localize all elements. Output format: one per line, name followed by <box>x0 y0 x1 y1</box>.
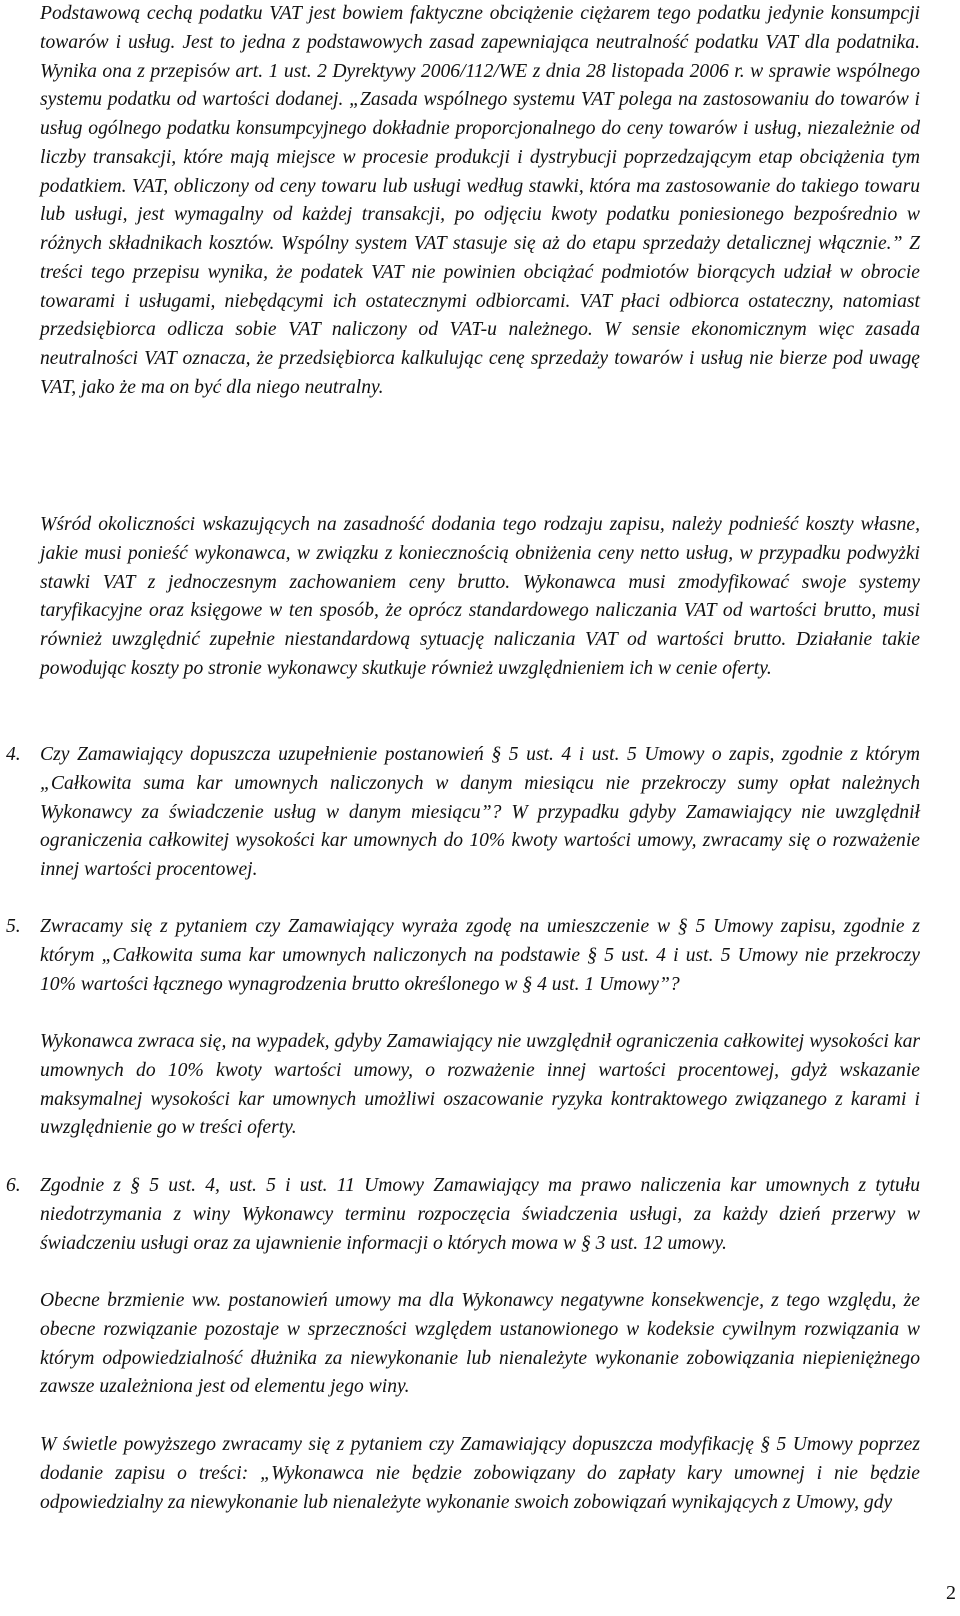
list-item-6-extra: Obecne brzmienie ww. postanowień umowy ma dla Wykonawcy negatywne konsekwencje, z tego względu, że obecne rozwiązanie pozostaje w sprzeczności względem ustanowionego w kodeksie cywilnym rozwiązania w którym odpowiedzialność dłużnika za niewykonanie lub nienależyte wykonanie zobowiązania niepieniężnego zawsze uzależniona jest od elementu jego winy. <box>40 1290 920 1398</box>
page-number: 2 <box>946 1582 956 1604</box>
list-item-6-text: Zgodnie z § 5 ust. 4, ust. 5 i ust. 11 Umowy Zamawiający ma prawo naliczenia kar umownych z tytułu niedotrzymania z winy Wykonawcy terminu rozpoczęcia świadczenia usługi, za każdy dzień przerwy w świadczeniu usługi oraz za ujawnienie informacji o których mowa w § 3 ust. 12 umowy. <box>40 1175 920 1254</box>
list-item-6-extra2: W świetle powyższego zwracamy się z pytaniem czy Zamawiający dopuszcza modyfikację § 5 Umowy poprzez dodanie zapisu o treści: „Wykonawca nie będzie zobowiązany do zapłaty kary umownej i nie będzie odpowiedzialny za niewykonanie lub nienależyte wykonanie swoich zobowiązań wynikających z Umowy, gdy <box>40 1434 920 1513</box>
list-number-4: 4. <box>6 744 21 765</box>
paragraph-circumstances: Wśród okoliczności wskazujących na zasadność dodania tego rodzaju zapisu, należy podnieść koszty własne, jakie musi ponieść wykonawca, w związku z koniecznością obniżenia ceny netto usług, w przypadku podwyżki stawki VAT z jednoczesnym zachowaniem ceny brutto. Wykonawca musi zmodyfikować swoje systemy taryfikacyjne oraz księgowe w ten sposób, że oprócz standardowego naliczania VAT od wartości brutto, musi również uwzględnić zupełnie niestandardową sytuację naliczania VAT od wartości brutto. Działanie takie powodując koszty po stronie wykonawcy skutkuje również uwzględnieniem ich w cenie oferty. <box>40 514 920 679</box>
list-number-5: 5. <box>6 916 21 937</box>
list-number-6: 6. <box>6 1175 21 1196</box>
list-item-4-text: Czy Zamawiający dopuszcza uzupełnienie postanowień § 5 ust. 4 i ust. 5 Umowy o zapis, zgodnie z którym „Całkowita suma kar umownych naliczonych w danym miesiącu nie przekroczy sumy opłat należnych Wykonawcy za świadczenie usług w danym miesiącu”? W przypadku gdyby Zamawiający nie uwzględnił ograniczenia całkowitej wysokości kar umownych do 10% kwoty wartości umowy, zwracamy się o rozważenie innej wartości procentowej. <box>40 744 920 880</box>
list-item-5-text: Zwracamy się z pytaniem czy Zamawiający wyraża zgodę na umieszczenie w § 5 Umowy zapisu, zgodnie z którym „Całkowita suma kar umownych naliczonych na podstawie § 5 ust. 4 i ust. 5 Umowy nie przekroczy 10% wartości łącznego wynagrodzenia brutto określonego w § 4 ust. 1 Umowy”? <box>40 916 920 995</box>
list-item-5-extra: Wykonawca zwraca się, na wypadek, gdyby Zamawiający nie uwzględnił ograniczenia całkowitej wysokości kar umownych do 10% kwoty wartości umowy, o rozważenie innej wartości procentowej, gdyż wskazanie maksymalnej wysokości kar umownych umożliwi oszacowanie ryzyka kontraktowego związanego z karami i uwzględnienie go w treści oferty. <box>40 1031 920 1139</box>
paragraph-vat-neutrality: Podstawową cechą podatku VAT jest bowiem faktyczne obciążenie ciężarem tego podatku jedynie konsumpcji towarów i usług. Jest to jedna z podstawowych zasad zapewniająca neutralność podatku VAT dla podatnika. Wynika ona z przepisów art. 1 ust. 2 Dyrektywy 2006/112/WE z dnia 28 listopada 2006 r. w sprawie wspólnego systemu podatku od wartości dodanej. „Zasada wspólnego systemu VAT polega na zastosowaniu do towarów i usług ogólnego podatku konsumpcyjnego dokładnie proporcjonalnego do ceny towarów i usług, niezależnie od liczby transakcji, które mają miejsce w procesie produkcji i dystrybucji poprzedzającym etap obciążenia tym podatkiem. VAT, obliczony od ceny towaru lub usługi według stawki, która ma zastosowanie do takiego towaru lub usługi, jest wymagalny od każdej transakcji, po odjęciu kwoty podatku poniesionego bezpośrednio w różnych składnikach kosztów. Wspólny system VAT stasuje się aż do etapu sprzedaży detalicznej włącznie.” Z treści tego przepisu wynika, że podatek VAT nie powinien obciążać podmiotów biorących udział w obrocie towarami i usługami, niebędącymi ich ostatecznymi odbiorcami. VAT płaci odbiorca ostateczny, natomiast przedsiębiorca odlicza sobie VAT naliczony od VAT-u należnego. W sensie ekonomicznym więc zasada neutralności VAT oznacza, że przedsiębiorca kalkulując cenę sprzedaży towarów i usług nie bierze pod uwagę VAT, jako że ma on być dla niego neutralny. <box>40 3 920 398</box>
